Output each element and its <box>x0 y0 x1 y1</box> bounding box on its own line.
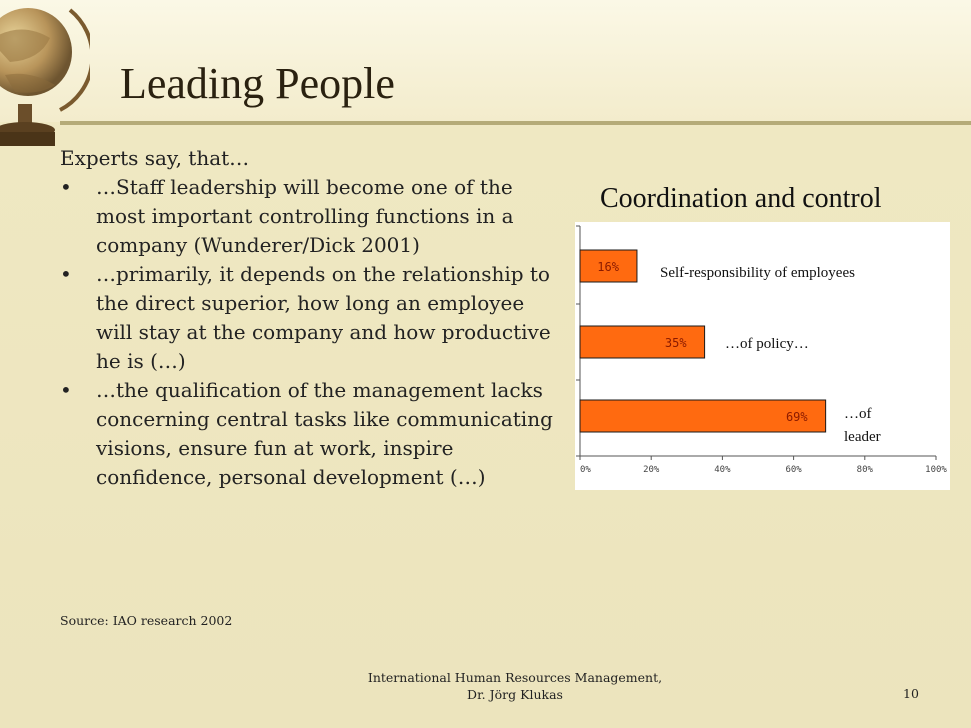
bar-chart <box>575 222 950 490</box>
bullet-text: …primarily, it depends on the relationship to the direct superior, how long an employee will stay at the company and how productive he is (…) <box>96 262 551 373</box>
bullet-item <box>60 173 560 260</box>
intro-text: Experts say, that… <box>60 146 250 170</box>
x-tick-label: 0% <box>580 465 591 475</box>
bar-value-label: 16% <box>597 260 619 274</box>
footer-course: International Human Resources Management, <box>367 670 663 685</box>
category-label: leader <box>844 429 881 445</box>
x-tick-label: 80% <box>856 465 873 475</box>
x-tick-label: 100% <box>925 465 947 475</box>
bullet-item <box>60 260 560 376</box>
bullet-marker: • <box>60 175 72 199</box>
slide-title: Leading People <box>120 59 395 108</box>
source-note: Source: IAO research 2002 <box>60 613 233 628</box>
bullet-marker: • <box>60 378 72 402</box>
globe-icon <box>0 0 90 160</box>
bar-value-label: 35% <box>664 336 687 350</box>
bullet-list <box>60 173 560 492</box>
bullet-marker: • <box>60 262 72 286</box>
x-tick-label: 60% <box>785 465 802 475</box>
bullet-item <box>60 376 560 492</box>
x-tick-label: 40% <box>714 465 731 475</box>
chart-title: Coordination and control <box>600 183 882 214</box>
slide-body <box>60 144 560 492</box>
page-number: 10 <box>903 686 919 701</box>
category-label: …of policy… <box>725 336 809 352</box>
category-label: Self-responsibility of employees <box>660 265 855 281</box>
bullet-text: …the qualification of the management lacks concerning central tasks like communicating visions, ensure fun at work, inspire confidence, personal development (…) <box>96 378 553 489</box>
footer <box>360 669 670 703</box>
footer-author: Dr. Jörg Klukas <box>467 687 563 702</box>
bar-value-label: 69% <box>785 410 808 424</box>
title-divider <box>60 121 971 125</box>
bullet-text: …Staff leadership will become one of the most important controlling functions in a company (Wunderer/Dick 2001) <box>96 175 514 257</box>
chart-canvas <box>575 222 950 490</box>
x-tick-label: 20% <box>643 465 660 475</box>
category-label: …of <box>844 406 872 422</box>
